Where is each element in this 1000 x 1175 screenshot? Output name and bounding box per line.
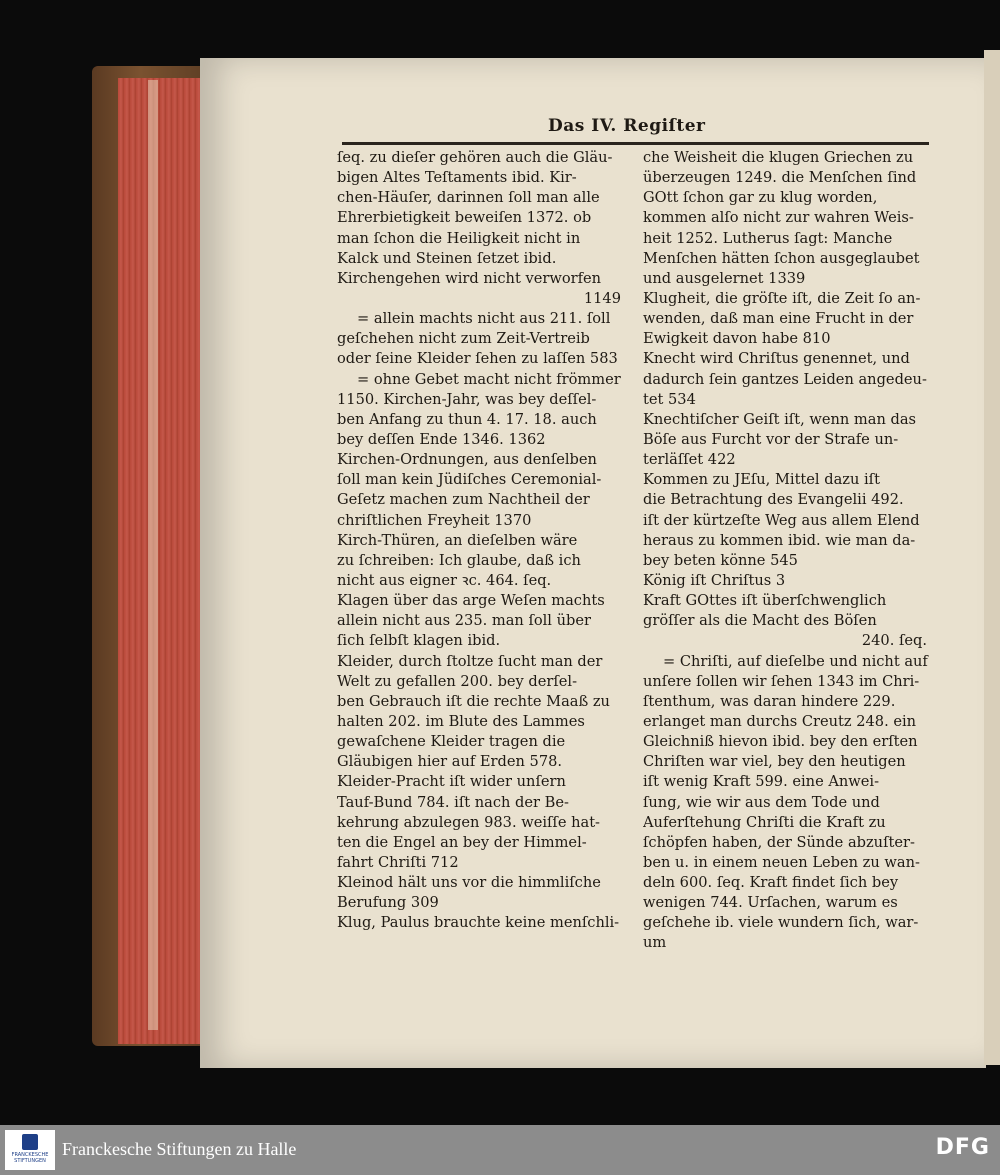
- index-line: bigen Altes Teſtaments ibid. Kir-: [337, 169, 577, 187]
- left-column: [337, 148, 627, 933]
- index-line: kehrung abzulegen 983. weiſſe hat-: [337, 813, 600, 831]
- index-line: ſtenthum, was daran hindere 229.: [643, 692, 896, 710]
- index-line: um: [643, 934, 667, 952]
- index-line: zu ſchreiben: Ich glaube, daß ich: [337, 551, 581, 569]
- index-line: gröſſer als die Macht des Böſen: [643, 612, 877, 630]
- index-line: Chriſten war viel, bey den heutigen: [643, 753, 906, 771]
- index-line: dadurch ſein gantzes Leiden angedeu-: [643, 370, 927, 388]
- index-line: chen-Häuſer, darinnen ſoll man alle: [337, 189, 600, 207]
- index-line: iſt wenig Kraft 599. eine Anwei-: [643, 773, 880, 791]
- index-line: Klug, Paulus brauchte keine menſchli-: [337, 914, 620, 932]
- index-line: Kalck und Steinen ſetzet ibid.: [337, 249, 557, 267]
- index-line: halten 202. im Blute des Lammes: [337, 712, 585, 730]
- index-line: = allein machts nicht aus 211. ſoll: [357, 310, 611, 328]
- index-line: geſchehen nicht zum Zeit-Vertreib: [337, 330, 590, 348]
- index-line: Kleinod hält uns vor die himmliſche: [337, 874, 601, 892]
- index-line: fahrt Chriſti 712: [337, 853, 459, 871]
- index-line: wenden, daß man eine Frucht in der: [643, 310, 914, 328]
- index-line: ſung, wie wir aus dem Tode und: [643, 793, 880, 811]
- index-line: die Betrachtung des Evangelii 492.: [643, 491, 904, 509]
- index-line: bey beten könne 545: [643, 551, 798, 569]
- index-line: ben u. in einem neuen Leben zu wan-: [643, 853, 920, 871]
- index-line: 1150. Kirchen-Jahr, was bey deſſel-: [337, 390, 597, 408]
- index-line: nicht aus eigner ꝛc. 464. ſeq.: [337, 571, 552, 589]
- index-line: Gleichniß hievon ibid. bey den erſten: [643, 733, 918, 751]
- index-line: Welt zu gefallen 200. bey derſel-: [337, 672, 578, 690]
- page-edges: [118, 78, 200, 1044]
- index-line: ſeq. zu dieſer gehören auch die Gläu-: [337, 149, 613, 166]
- index-line: Knechtiſcher Geiſt iſt, wenn man das: [643, 410, 917, 428]
- index-line: 240. ſeq.: [861, 632, 927, 650]
- index-line: ben Gebrauch iſt die rechte Maaß zu: [337, 692, 610, 710]
- index-line: erlanget man durchs Creutz 248. ein: [643, 712, 917, 730]
- index-line: Ewigkeit davon habe 810: [643, 330, 831, 348]
- facing-page-edge: [984, 50, 1000, 1065]
- index-line: che Weisheit die klugen Griechen zu: [643, 149, 914, 166]
- index-line: ten die Engel an bey der Himmel-: [337, 833, 587, 851]
- logo-text: FRANCKESCHE STIFTUNGEN: [11, 1152, 49, 1164]
- index-line: Kommen zu JEſu, Mittel dazu iſt: [643, 471, 880, 489]
- index-line: ſchöpfen haben, der Sünde abzuſter-: [643, 833, 915, 851]
- index-line: Kleider-Pracht iſt wider unſern: [337, 773, 566, 791]
- index-line: überzeugen 1249. die Menſchen ſind: [643, 169, 917, 187]
- index-line: Ehrerbietigkeit beweiſen 1372. ob: [337, 209, 592, 227]
- index-line: oder ſeine Kleider ſehen zu laſſen 583: [337, 350, 618, 368]
- running-head: Das IV. Regiſter: [548, 116, 706, 136]
- index-line: allein nicht aus 235. man ſoll über: [337, 612, 591, 630]
- index-line: = ohne Gebet macht nicht frömmer: [357, 370, 621, 388]
- index-line: Kleider, durch ſtoltze ſucht man der: [337, 652, 603, 670]
- index-line: = Chriſti, auf dieſelbe und nicht auf: [663, 652, 928, 670]
- index-line: gewaſchene Kleider tragen die: [337, 733, 566, 751]
- index-line: kommen alſo nicht zur wahren Weis-: [643, 209, 914, 227]
- footer-bar: [0, 1125, 1000, 1175]
- header-rule: [342, 142, 929, 145]
- institution-name: Franckesche Stiftungen zu Halle: [62, 1139, 297, 1159]
- index-line: Berufung 309: [337, 894, 439, 912]
- index-line: Kirchen-Ordnungen, aus denſelben: [337, 451, 597, 469]
- index-line: Klugheit, die gröſte iſt, die Zeit ſo an-: [643, 289, 921, 307]
- index-line: Knecht wird Chriſtus genennet, und: [643, 350, 910, 368]
- index-line: Kirch-Thüren, an dieſelben wäre: [337, 531, 578, 549]
- index-line: deln 600. ſeq. Kraft findet ſich bey: [643, 874, 899, 892]
- index-line: iſt der kürtzeſte Weg aus allem Elend: [643, 511, 920, 529]
- index-line: unſere ſollen wir ſehen 1343 im Chri-: [643, 672, 920, 690]
- index-line: man ſchon die Heiligkeit nicht in: [337, 229, 581, 247]
- index-line: Kraft GOttes iſt überſchwenglich: [643, 592, 887, 610]
- index-line: GOtt ſchon gar zu klug worden,: [643, 189, 878, 207]
- index-line: Gläubigen hier auf Erden 578.: [337, 753, 563, 771]
- index-line: Böſe aus Furcht vor der Strafe un-: [643, 430, 899, 448]
- index-line: bey deſſen Ende 1346. 1362: [337, 430, 546, 448]
- page-edge-highlight: [148, 80, 158, 1030]
- index-line: König iſt Chriſtus 3: [643, 571, 786, 589]
- index-line: Tauf-Bund 784. iſt nach der Be-: [337, 793, 569, 811]
- dfg-logo: DFG: [935, 1135, 990, 1160]
- index-line: wenigen 744. Urſachen, warum es: [643, 894, 898, 912]
- index-line: Kirchengehen wird nicht verworfen: [337, 269, 602, 287]
- right-column: [643, 148, 933, 954]
- index-line: ben Anfang zu thun 4. 17. 18. auch: [337, 410, 597, 428]
- index-line: chriſtlichen Freyheit 1370: [337, 511, 532, 529]
- institution-emblem-icon: [22, 1134, 38, 1150]
- index-line: Klagen über das arge Weſen machts: [337, 592, 605, 610]
- index-line: tet 534: [643, 390, 696, 408]
- index-line: geſchehe ib. viele wundern ſich, war-: [643, 914, 919, 932]
- index-line: Geſetz machen zum Nachtheil der: [337, 491, 590, 509]
- index-line: und ausgelernet 1339: [643, 269, 806, 287]
- index-line: Menſchen hätten ſchon ausgeglaubet: [643, 249, 920, 267]
- index-line: heraus zu kommen ibid. wie man da-: [643, 531, 916, 549]
- index-line: Auferſtehung Chriſti die Kraft zu: [643, 813, 886, 831]
- franckesche-logo: [5, 1130, 55, 1170]
- index-line: heit 1252. Lutherus ſagt: Manche: [643, 229, 893, 247]
- index-line: 1149: [583, 289, 621, 307]
- index-line: ſich ſelbſt klagen ibid.: [337, 632, 501, 650]
- index-line: terläſſet 422: [643, 451, 736, 469]
- index-line: ſoll man kein Jüdiſches Ceremonial-: [337, 471, 602, 489]
